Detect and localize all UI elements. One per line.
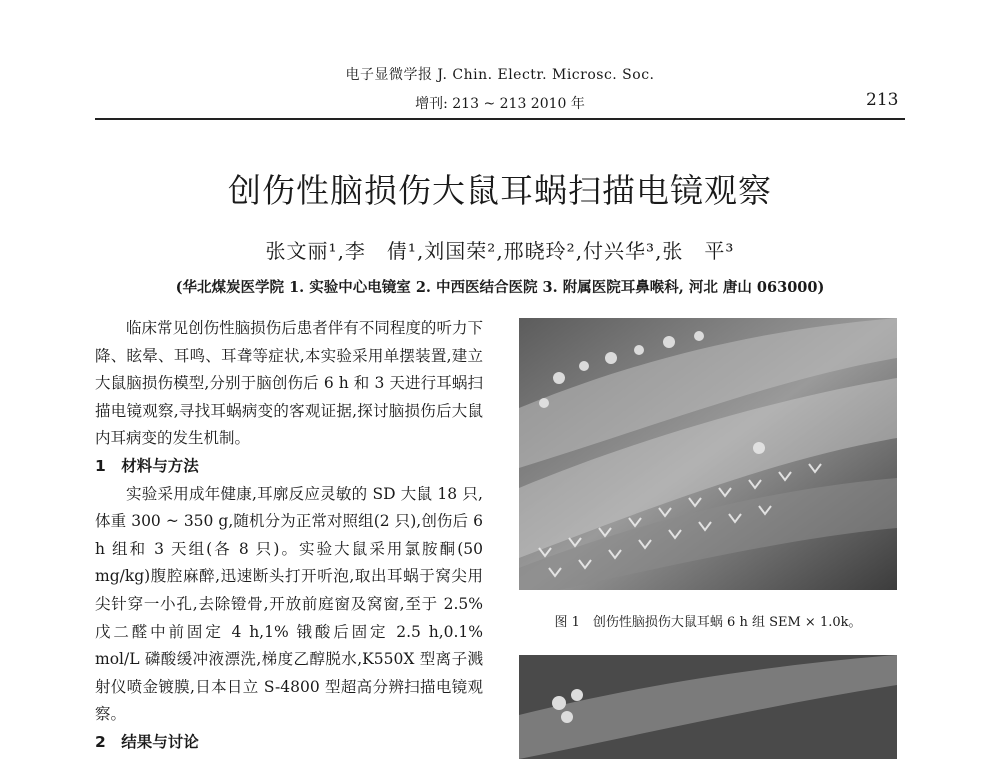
figure-1-caption: 图 1 创伤性脑损伤大鼠耳蜗 6 h 组 SEM × 1.0k。 xyxy=(554,615,862,630)
author-list: 张文丽¹,李 倩¹,刘国荣²,邢晓玲²,付兴华³,张 平³ xyxy=(265,239,735,263)
sem-micrograph-1 xyxy=(519,318,897,590)
page-number: 213 xyxy=(866,90,899,110)
section-heading-methods: 1 材料与方法 xyxy=(95,456,199,475)
sem-figure-2 xyxy=(519,655,897,759)
affiliations: (华北煤炭医学院 1. 实验中心电镜室 2. 中西医结合医院 3. 附属医院耳鼻喉科, 河北 唐山 063000) xyxy=(175,279,825,296)
section-heading-results: 2 结果与讨论 xyxy=(95,732,199,751)
journal-header: 电子显微学报 J. Chin. Electr. Microsc. Soc. xyxy=(345,67,655,83)
methods-paragraph: 实验采用成年健康,耳廓反应灵敏的 SD 大鼠 18 只,体重 300 ~ 350 g,随机分为正常对照组(2 只),创伤后 6 h 组和 3 天组(各 8 只)。实验大鼠采用氯胺酮(50 mg/kg)腹腔麻醉,迅速断头打开听泡,取出耳蜗于窝尖用尖针穿一小孔,去除镫骨,开放前庭窗及窝窗,至于 2.5% 戊二醛中前固定 4 h,1% 锇酸后固定 2.5 h,0.1% mol/L 磷酸缓冲液漂洗,梯度乙醇脱水,K550X 型离子溅射仪喷金镀膜,日本日立 S-4800 型超高分辨扫描电镜观察。 xyxy=(95,484,483,724)
body-column xyxy=(95,315,483,757)
intro-paragraph: 临床常见创伤性脑损伤后患者伴有不同程度的听力下降、眩晕、耳鸣、耳聋等症状,本实验采用单摆装置,建立大鼠脑损伤模型,分别于脑创伤后 6 h 和 3 天进行耳蜗扫描电镜观察,寻找耳蜗病变的客观证据,探讨脑损伤后大鼠内耳病变的发生机制。 xyxy=(95,319,483,448)
header-rule xyxy=(95,118,905,120)
sem-micrograph-2 xyxy=(519,655,897,759)
sem-figure-1 xyxy=(519,318,897,590)
article-title: 创伤性脑损伤大鼠耳蜗扫描电镜观察 xyxy=(228,171,772,210)
issue-info: 增刊: 213 ~ 213 2010 年 xyxy=(415,96,585,112)
